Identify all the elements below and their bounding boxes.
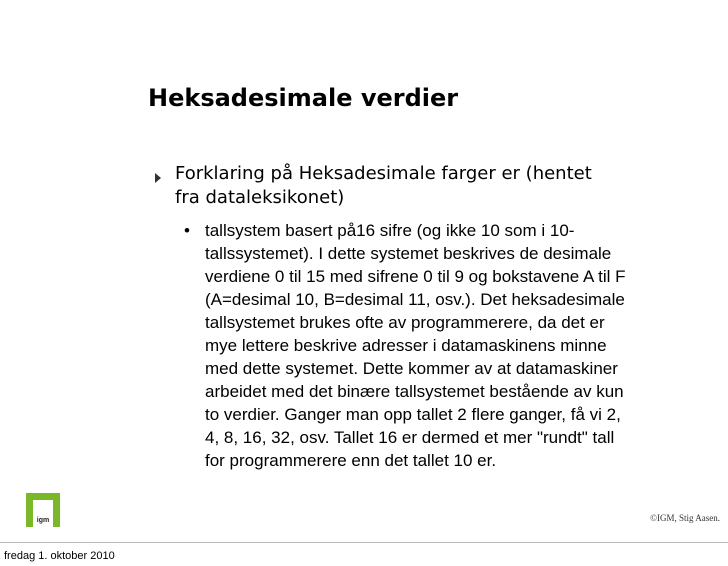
igm-logo: [26, 493, 60, 527]
copyright-text: ©IGM, Stig Aasen.: [650, 513, 720, 523]
bullet-triangle-icon: [155, 173, 161, 183]
bullet-level2-text: tallsystem basert på16 sifre (og ikke 10 som i 10-tallssystemet). I dette systemet beskrives de desimale verdiene 0 til 15 med sifrene 0 til 9 og bokstavene A til F (A=desimal 10, B=desimal 11, osv.). Det heksadesimale tallsystemet brukes ofte av programmerere, da det er mye lettere beskrive adresser i datamaskinens minne med dette systemet. Dette kommer av at datamaskiner arbeidet med det binære tallsystemet bestående av kun to verdier. Ganger man opp tallet 2 flere ganger, få vi 2, 4, 8, 16, 32, osv. Tallet 16 er dermed et mer "rundt" tall for programmerere enn det tallet 10 er.: [205, 221, 626, 470]
bullet-dot-icon: •: [184, 221, 190, 240]
logo-text: igm: [36, 517, 50, 524]
slide-title: Heksadesimale verdier: [148, 84, 459, 112]
footer-date: fredag 1. oktober 2010: [4, 550, 115, 562]
bullet-level1-text: Forklaring på Heksadesimale farger er (hentet fra dataleksikonet): [175, 163, 592, 208]
footer-divider: [0, 542, 728, 543]
